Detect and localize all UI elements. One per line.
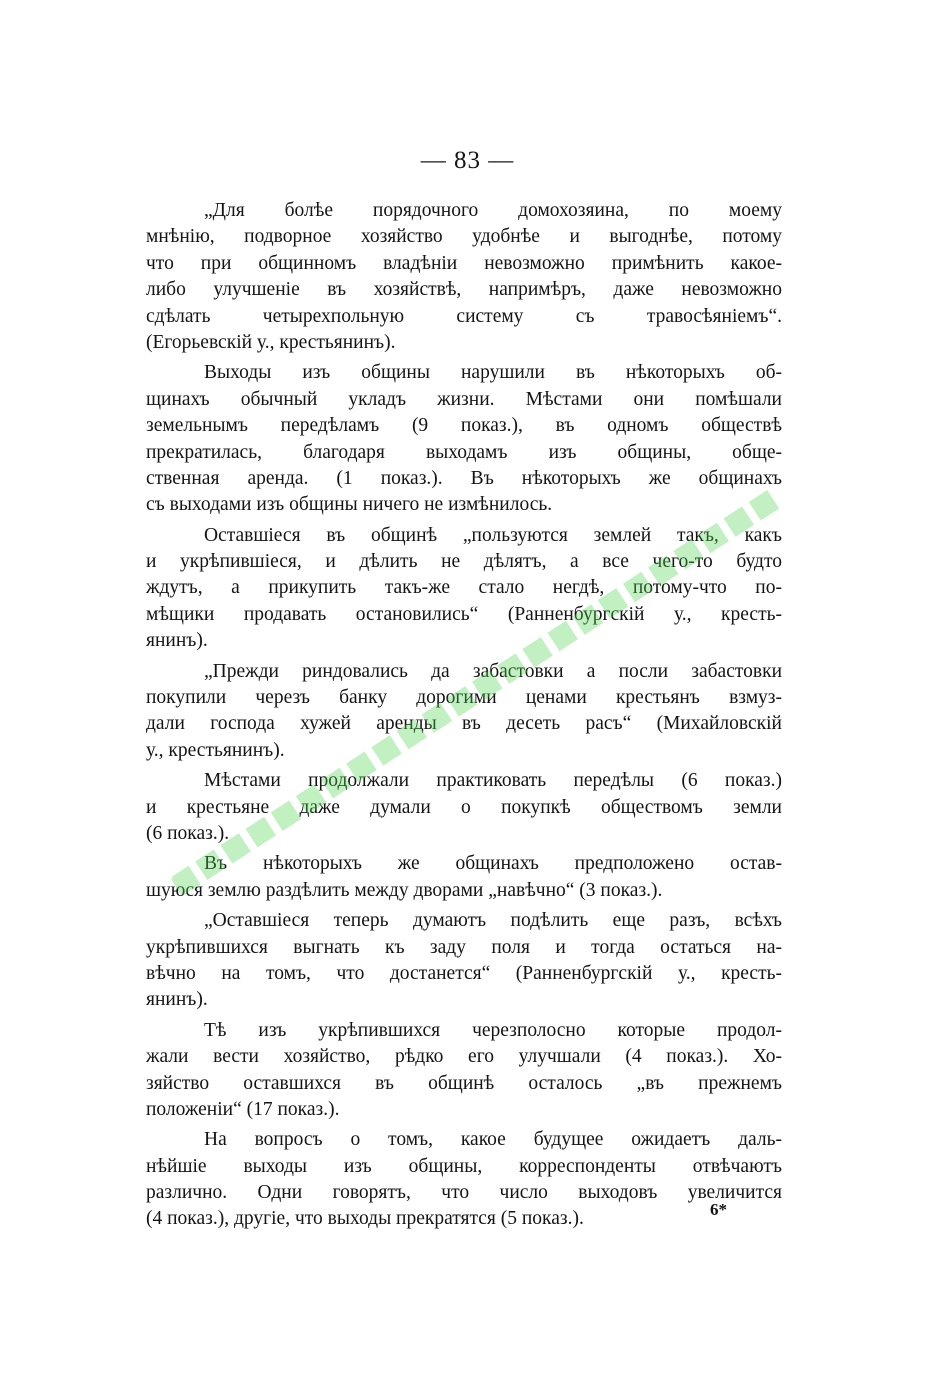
text-line: ждутъ, а прикупить такъ-же стало негдѣ, потому-что по- [146,577,782,599]
text-line: съ выходами изъ общины ничего не измѣнилось. [146,494,553,516]
text-line: у., крестьянинъ). [146,739,285,761]
text-line: и укрѣпившіеся, и дѣлить не дѣлятъ, а все чего-то будто [146,551,782,573]
text-line: (6 показ.). [146,822,230,844]
text-line: вѣчно на томъ, что достанется“ (Ранненбургскій у., кресть- [146,962,782,984]
text-line: что при общинномъ владѣніи невозможно примѣнить какое- [146,252,782,274]
text-line: жали вести хозяйство, рѣдко его улучшали (4 показ.). Хо- [146,1046,782,1068]
text-line: Мѣстами продолжали практиковать передѣлы (6 показ.) [204,770,782,792]
text-line: либо улучшеніе въ хозяйствѣ, напримѣръ, даже невозможно [146,279,782,301]
page-number: — 83 — [420,147,515,174]
text-line: „Прежди риндовались да забастовки а посли забастовки [204,660,782,682]
text-line: „Для болѣе порядочного домохозяина, по моему [204,200,782,221]
text-line: покупили черезъ банку дорогими ценами крестьянъ взмуз- [146,687,782,709]
text-line: различно. Одни говорятъ, что число выходовъ увеличится [146,1182,782,1204]
text-line: сдѣлать четырехпольную систему съ травосѣяніемъ“. [146,305,782,327]
text-line: зяйство оставшихся въ общинѣ осталось „въ прежнемъ [146,1072,782,1094]
text-line: щинахъ обычный укладъ жизни. Мѣстами они помѣшали [146,388,782,410]
text-line: Въ нѣкоторыхъ же общинахъ предположено остав- [204,853,782,875]
text-line: нѣйшіе выходы изъ общины, корреспонденты отвѣчаютъ [146,1155,782,1177]
text-line: Выходы изъ общины нарушили въ нѣкоторыхъ об- [204,362,782,384]
text-line: На вопросъ о томъ, какое будущее ожидаетъ даль- [204,1129,782,1151]
text-line: и крестьяне даже думали о покупкѣ обществомъ земли [146,796,782,818]
text-line: Оставшіеся въ общинѣ „пользуются землей такъ, какъ [204,524,782,546]
text-line: укрѣпившихся выгнать къ заду поля и тогда остаться на- [146,936,782,958]
text-line: (Егорьевскій у., крестьянинъ). [146,331,396,353]
body-text [146,198,782,1233]
text-line: ственная аренда. (1 показ.). Въ нѣкоторыхъ же общинахъ [146,467,782,489]
text-line: „Оставшіеся теперь думаютъ подѣлить еще разъ, всѣхъ [204,910,782,932]
text-line: прекратилась, благодаря выходамъ изъ общины, обще- [146,441,782,463]
text-line: янинъ). [146,989,208,1011]
text-line: Тѣ изъ укрѣпившихся черезполосно которые продол- [204,1019,782,1041]
text-line: положеніи“ (17 показ.). [146,1098,340,1120]
text-line: земельнымъ передѣламъ (9 показ.), въ одномъ обществѣ [146,415,782,437]
signature-mark: 6* [710,1200,727,1219]
text-line: (4 показ.), другіе, что выходы прекратятся (5 показ.). [146,1208,584,1230]
text-line: мнѣнію, подворное хозяйство удобнѣе и выгоднѣе, потому [146,226,782,248]
text-line: янинъ). [146,630,208,652]
text-line: дали господа хужей аренды въ десеть расъ“ (Михайловскій [146,713,782,735]
text-line: шуюся землю раздѣлить между дворами „навѣчно“ (3 показ.). [146,879,663,901]
text-line: мѣщики продавать остановились“ (Ранненбургскій у., кресть- [146,603,782,625]
